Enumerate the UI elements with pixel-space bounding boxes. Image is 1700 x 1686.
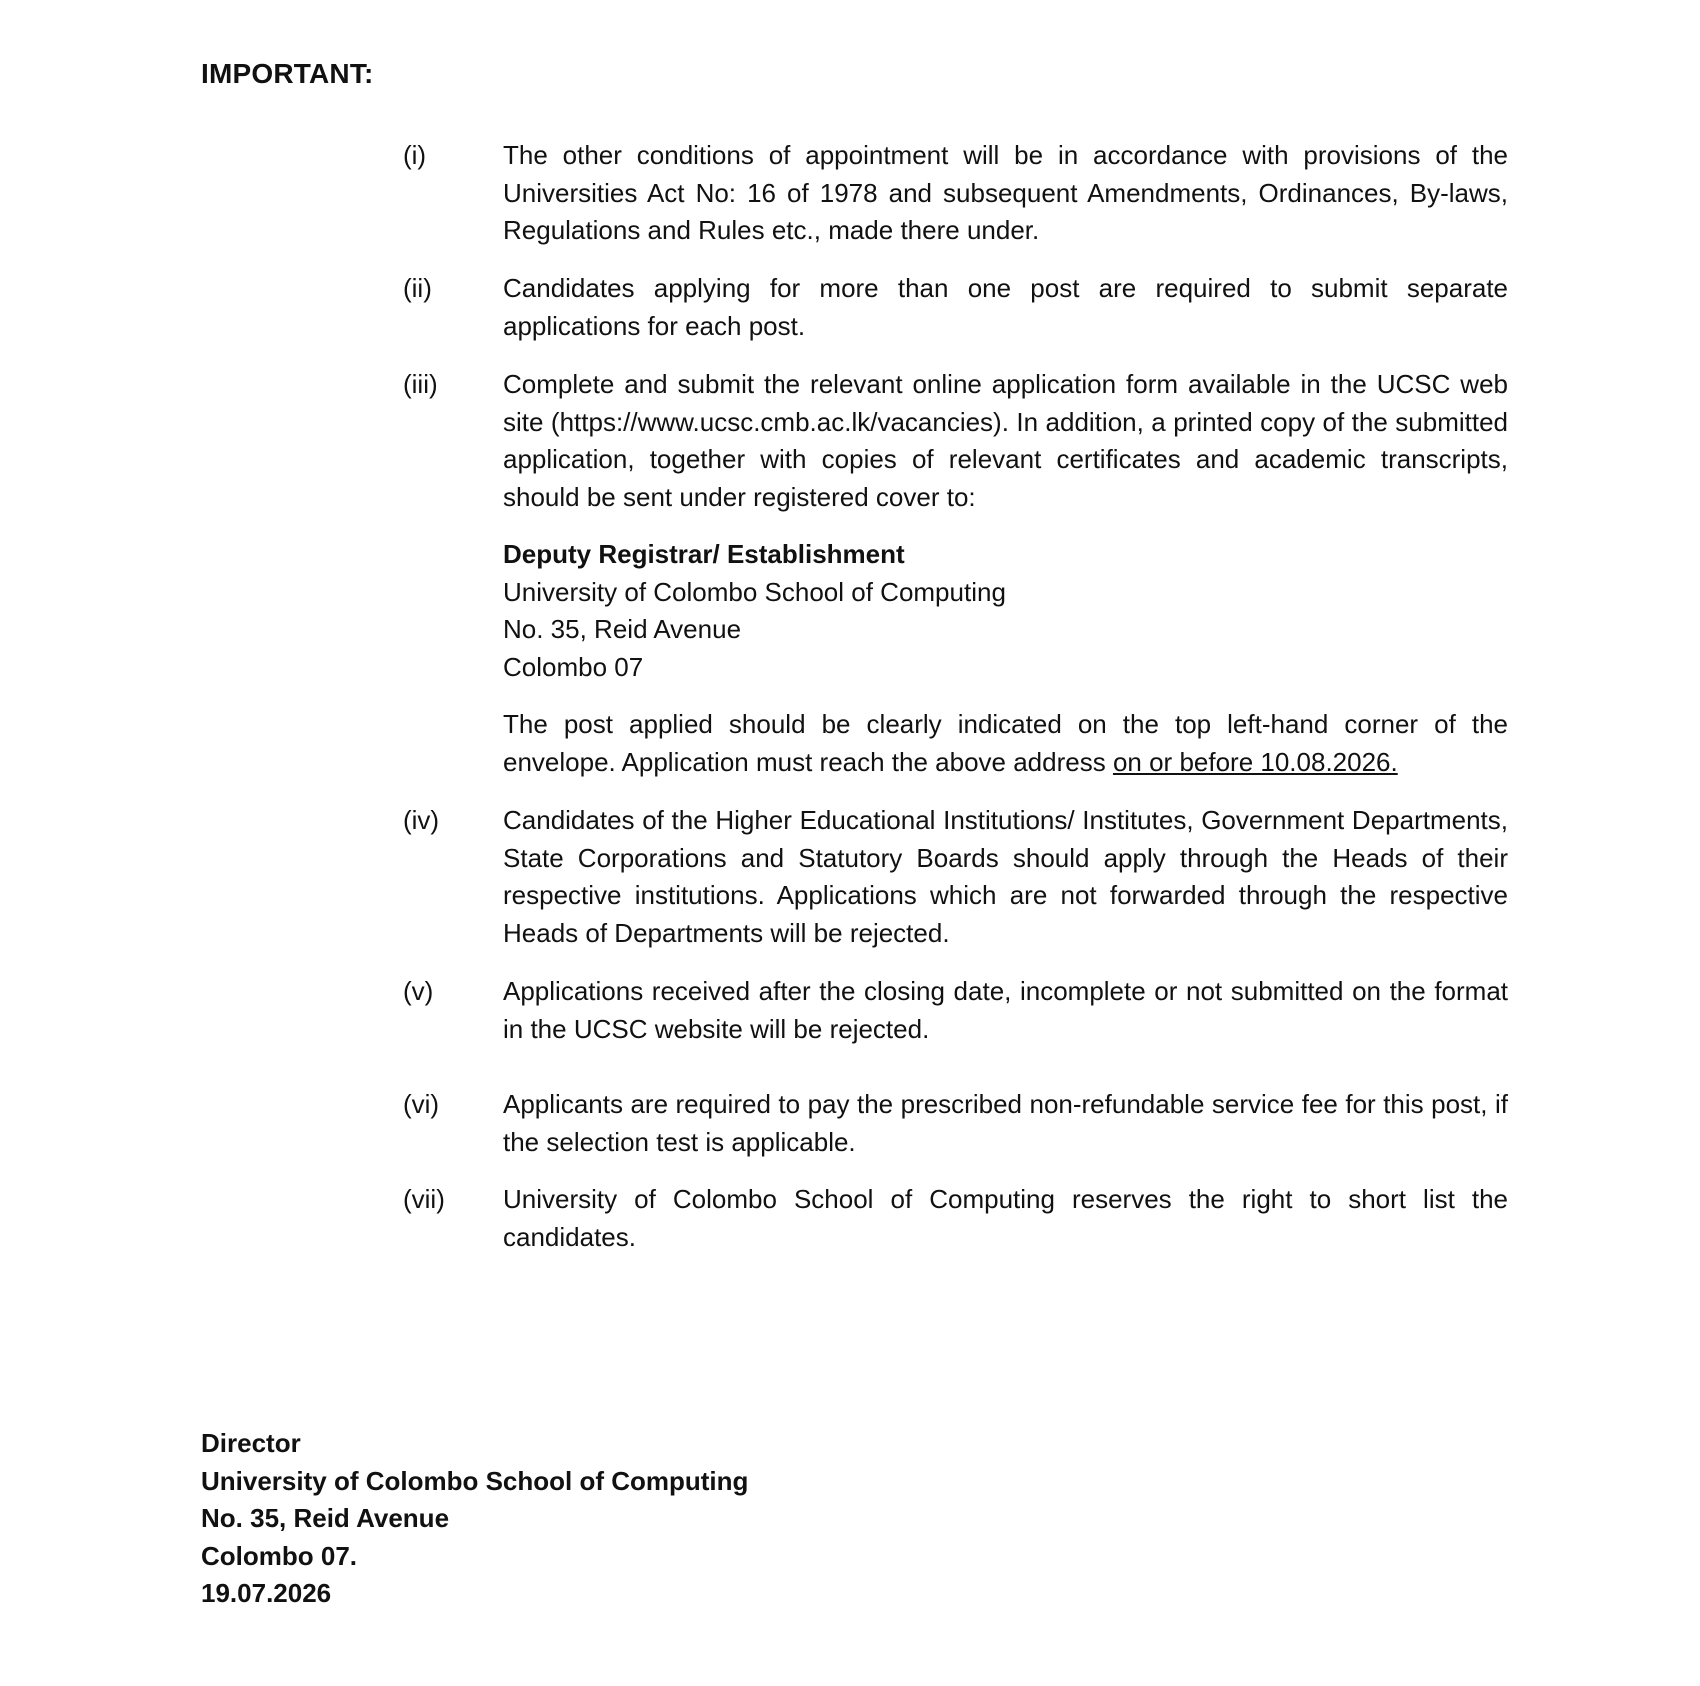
item-number: (i): [403, 140, 427, 170]
item-text: University of Colombo School of Computing reserves the right to short list the candidates.: [503, 1184, 1508, 1252]
document-date: 19.07.2026: [201, 1578, 332, 1608]
signature-block: [201, 1425, 748, 1613]
signatory-organization: University of Colombo School of Computing: [201, 1465, 749, 1496]
item-text: Complete and submit the relevant online application form available in the UCSC web site (https://www.ucsc.cmb.ac.lk/vacancies). In addition, a printed copy of the submitted application, together with copies of relevant certificates and academic transcripts, should be sent under registered cover to:: [503, 369, 1508, 512]
item-number: (v): [403, 976, 434, 1006]
signatory-street: No. 35, Reid Avenue: [201, 1503, 450, 1533]
item-text: Candidates of the Higher Educational Institutions/ Institutes, Government Departments, State Corporations and Statutory Boards should apply through the Heads of their respective institutions. Applications which are not forwarded through the respective Heads of Departments will be rejected.: [503, 805, 1508, 948]
item-text: Applications received after the closing date, incomplete or not submitted on the format in the UCSC website will be rejected.: [503, 976, 1508, 1044]
address-title: Deputy Registrar/ Establishment: [503, 539, 905, 569]
closing-deadline: on or before 10.08.2026.: [1112, 746, 1398, 777]
address-line: No. 35, Reid Avenue: [503, 614, 742, 644]
item-text: Candidates applying for more than one post are required to submit separate applications for each post.: [503, 273, 1508, 341]
signatory-title: Director: [201, 1428, 301, 1458]
envelope-note: [503, 706, 1508, 781]
item-number: (vii): [403, 1184, 445, 1214]
item-number: (iv): [403, 805, 440, 835]
important-heading: IMPORTANT:: [201, 58, 374, 89]
address-line: University of Colombo School of Computing: [503, 576, 1006, 607]
address-line: Colombo 07: [503, 651, 644, 682]
item-number: (ii): [403, 273, 432, 303]
item-text: Applicants are required to pay the prescribed non-refundable service fee for this post, if the selection test is applicable.: [503, 1089, 1508, 1157]
item-number: (iii): [403, 369, 438, 399]
note-text: The post applied should be clearly indicated on the top left-hand corner of the envelope. Application must reach the above address: [503, 709, 1508, 777]
item-text: The other conditions of appointment will be in accordance with provisions of the Universities Act No: 16 of 1978 and subsequent Amendments, Ordinances, By-laws, Regulations and Rules etc., made there under.: [503, 140, 1508, 245]
mailing-address: [503, 536, 1508, 686]
signatory-city: Colombo 07.: [201, 1540, 358, 1571]
item-number: (vi): [403, 1089, 440, 1119]
